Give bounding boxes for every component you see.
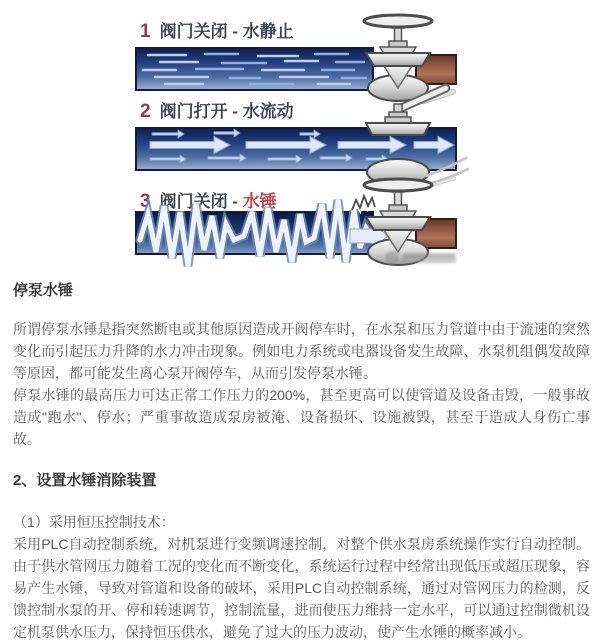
heading-hammer-elimination-devices: 2、设置水锤消除装置 [13, 472, 157, 489]
valve-upper-body-3 [366, 217, 430, 230]
panel-2-number: 2 [140, 101, 151, 122]
paragraph-definition: 所谓停泵水锤是指突然断电或其他原因造成开阀停车时，在水泵和压力管道中由于流速的突然变化而引起压力升降的水力冲击现象。例如电力系统或电器设备发生故障、水泵机组偶发故障等原因，都可能发生离心泵开阀停车，从而引发停泵水锤。 [13, 321, 590, 381]
panel-3-number: 3 [140, 191, 151, 212]
panel-3-title: 阀门关闭 - [159, 192, 243, 211]
panel-1-label [140, 21, 294, 42]
valve-handwheel-3 [364, 179, 432, 191]
paragraph-plc-control: 采用PLC自动控制系统，对机泵进行变频调速控制，对整个供水泵房系统操作实行自动控制。由于供水管网压力随着工况的变化而不断变化，系统运行过程中经常出现低压或超压现象，容易产生水锤，导致对管道和设备的破坏，采用PLC自动控制系统，通过对管网压力的检测，反馈控制水泵的开、停和转速调节，控制流量，进而使压力维持一定水平，可以通过控制微机设定机泵供水压力，保持恒压供水，避免了过大的压力波动，使产生水锤的概率减小。 [13, 536, 590, 640]
watermark-logo [385, 251, 399, 265]
article-body [0, 282, 603, 643]
paragraph-constant-pressure-title: （1）采用恒压控制技术： [13, 514, 175, 530]
valve-handwheel [364, 15, 432, 27]
panel-2-label [140, 101, 294, 122]
panel-2-title: 阀门打开 - 水流动 [159, 102, 294, 121]
heading-pump-stop-water-hammer: 停泵水锤 [13, 282, 74, 299]
water-hammer-diagram [0, 0, 603, 272]
panel-1-title: 阀门关闭 - 水静止 [159, 22, 294, 41]
gate-valve-closed-hammer-icon [364, 179, 432, 265]
panel-3-highlight: 水锤 [242, 192, 277, 211]
watermark [385, 251, 456, 265]
paragraph-consequences: 停泵水锤的最高压力可达正常工作压力的200%，甚至更高可以使管道及设备击毁，一般事故造成"跑水"、停水；严重事故造成泵房被淹、设备损坏、设施被毁，甚至于造成人身伤亡事故。 [13, 387, 590, 447]
gate-valve-closed-icon [364, 15, 432, 101]
panel-1-valve-closed-still [136, 15, 456, 104]
valve-upper-body-open [366, 123, 430, 135]
valve-upper-body [366, 53, 430, 66]
watermark-text-line [404, 255, 454, 258]
diagram-canvas [0, 0, 603, 272]
watermark-text-smudge [402, 253, 456, 263]
panel-1-number: 1 [140, 21, 151, 42]
